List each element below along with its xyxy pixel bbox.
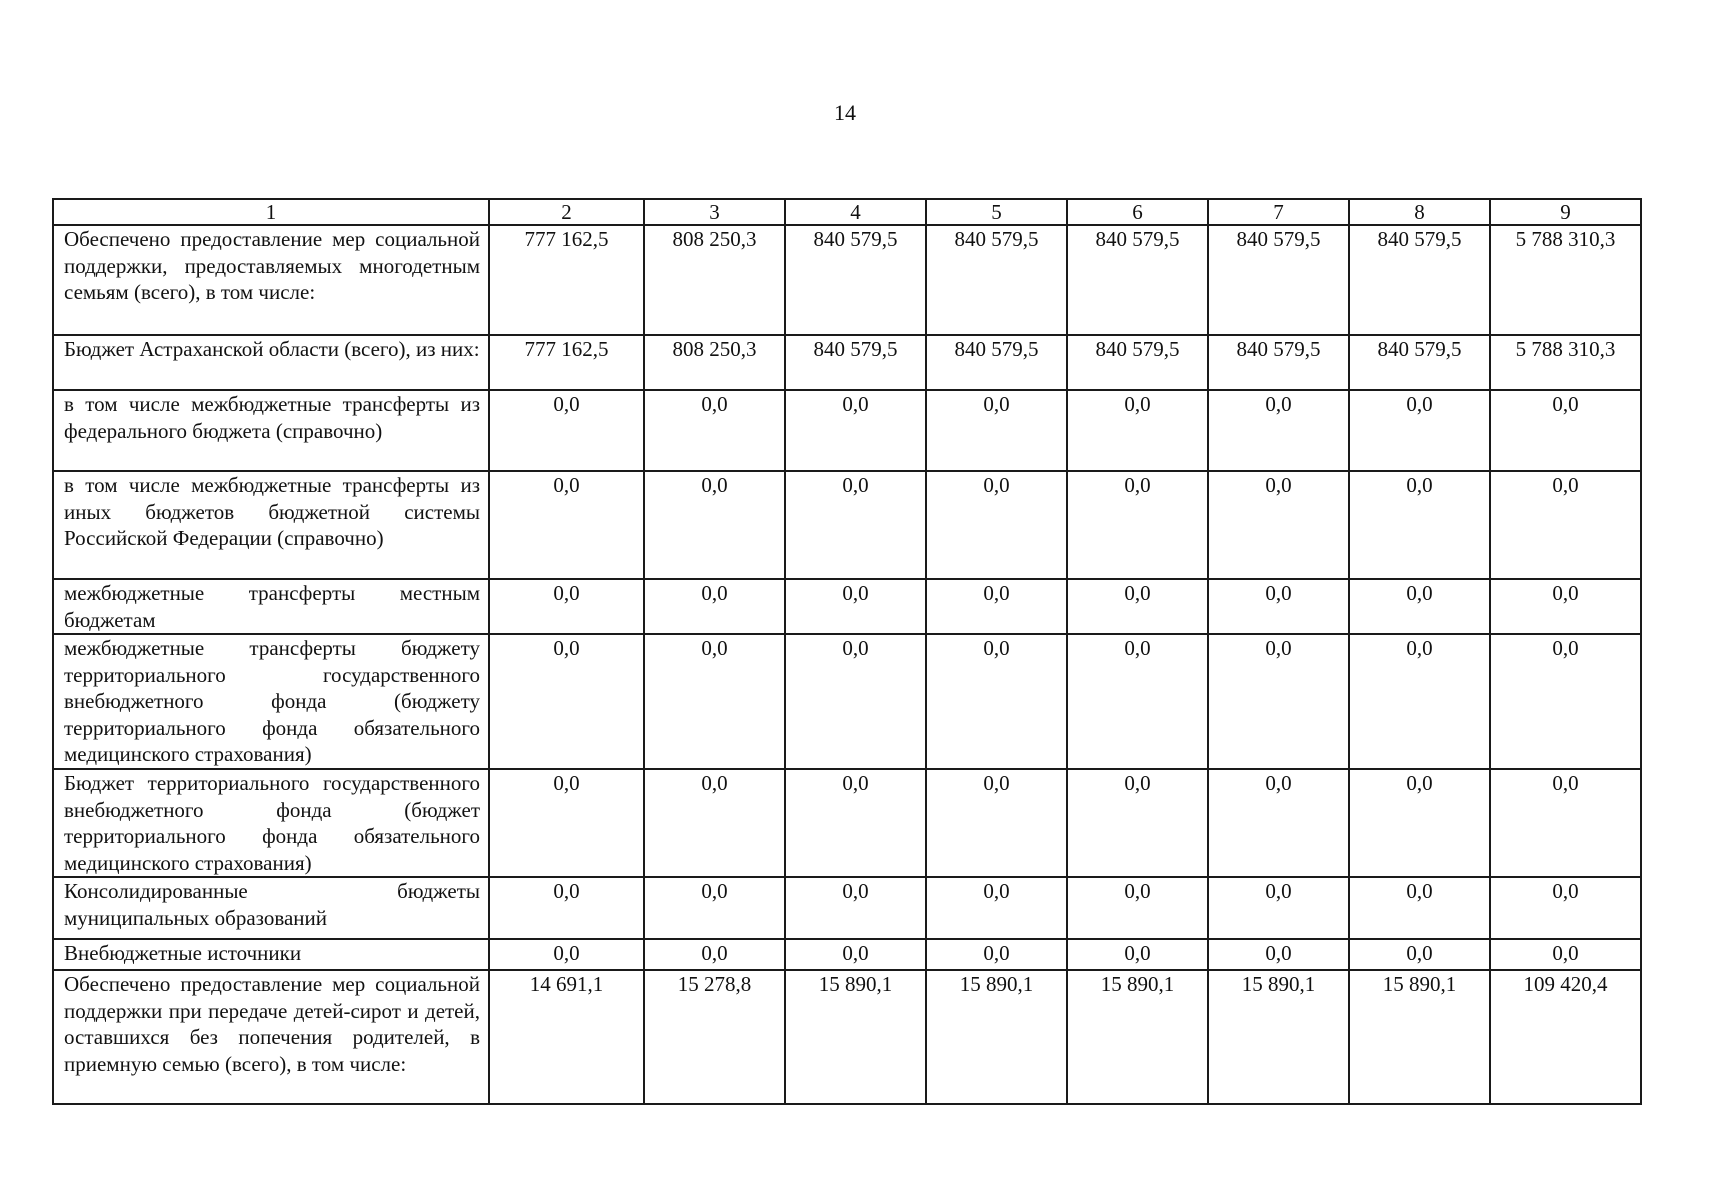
table-cell: 0,0: [1349, 390, 1490, 471]
table-cell: 15 890,1: [926, 970, 1067, 1104]
table-row: [53, 225, 1641, 335]
table-cell: 0,0: [785, 877, 926, 939]
table-cell: 15 278,8: [644, 970, 785, 1104]
table-cell: 0,0: [1490, 390, 1641, 471]
table-cell: 840 579,5: [1349, 225, 1490, 335]
table-cell: 0,0: [489, 634, 644, 769]
table-cell: 0,0: [1490, 877, 1641, 939]
table-cell: 808 250,3: [644, 335, 785, 390]
table-cell: 0,0: [1067, 579, 1208, 634]
table-cell: 0,0: [785, 579, 926, 634]
column-number: 4: [785, 199, 926, 225]
column-number: 6: [1067, 199, 1208, 225]
table-cell: 808 250,3: [644, 225, 785, 335]
table-cell: 840 579,5: [785, 335, 926, 390]
table-row: [53, 877, 1641, 939]
column-number: 2: [489, 199, 644, 225]
table-cell: 840 579,5: [785, 225, 926, 335]
table-cell: 777 162,5: [489, 335, 644, 390]
table-cell: 0,0: [785, 939, 926, 970]
column-number: 3: [644, 199, 785, 225]
table-cell: 0,0: [1067, 634, 1208, 769]
table-cell: 0,0: [1349, 634, 1490, 769]
table-cell: 0,0: [644, 877, 785, 939]
table-cell: 0,0: [1208, 634, 1349, 769]
table-row: [53, 579, 1641, 634]
column-number: 5: [926, 199, 1067, 225]
table-cell: 0,0: [1349, 769, 1490, 877]
table-cell: 777 162,5: [489, 225, 644, 335]
row-label: межбюджетные трансферты бюджету территориального государственного внебюджетного фонда (бюджету территориального фонда обязательного медицинского страхования): [53, 634, 489, 769]
table-row: [53, 634, 1641, 769]
column-number-row: [53, 199, 1641, 225]
table-cell: 15 890,1: [1208, 970, 1349, 1104]
table-cell: 0,0: [644, 390, 785, 471]
table-cell: 109 420,4: [1490, 970, 1641, 1104]
column-number: 7: [1208, 199, 1349, 225]
page-number: 14: [834, 100, 856, 125]
table-cell: 0,0: [926, 877, 1067, 939]
table-cell: 0,0: [489, 471, 644, 579]
table-cell: 0,0: [1349, 471, 1490, 579]
row-label: межбюджетные трансферты местным бюджетам: [53, 579, 489, 634]
table-cell: 5 788 310,3: [1490, 225, 1641, 335]
table-cell: 0,0: [785, 471, 926, 579]
table-cell: 0,0: [926, 634, 1067, 769]
table-cell: 840 579,5: [1067, 225, 1208, 335]
table-cell: 0,0: [1208, 877, 1349, 939]
table-cell: 0,0: [785, 634, 926, 769]
table-cell: 840 579,5: [1067, 335, 1208, 390]
table-cell: 0,0: [489, 939, 644, 970]
table-cell: 0,0: [1067, 390, 1208, 471]
table-cell: 15 890,1: [1067, 970, 1208, 1104]
table-cell: 0,0: [489, 579, 644, 634]
table-cell: 0,0: [1208, 579, 1349, 634]
row-label: Внебюджетные источники: [53, 939, 489, 970]
table-cell: 840 579,5: [1208, 225, 1349, 335]
table-cell: 0,0: [644, 471, 785, 579]
column-number: 8: [1349, 199, 1490, 225]
table-cell: 0,0: [1490, 634, 1641, 769]
table-cell: 0,0: [926, 471, 1067, 579]
table-cell: 14 691,1: [489, 970, 644, 1104]
table-cell: 0,0: [1208, 939, 1349, 970]
table-cell: 0,0: [926, 939, 1067, 970]
column-number: 9: [1490, 199, 1641, 225]
table-cell: 0,0: [1349, 579, 1490, 634]
table-cell: 0,0: [644, 939, 785, 970]
table-cell: 0,0: [644, 769, 785, 877]
table-cell: 840 579,5: [1349, 335, 1490, 390]
row-label: Консолидированные бюджеты муниципальных образований: [53, 877, 489, 939]
table-row: [53, 335, 1641, 390]
table-cell: 0,0: [1208, 769, 1349, 877]
table-row: [53, 769, 1641, 877]
table-cell: 0,0: [1067, 471, 1208, 579]
table-cell: 15 890,1: [785, 970, 926, 1104]
row-label: в том числе межбюджетные трансферты из иных бюджетов бюджетной системы Российской Федерации (справочно): [53, 471, 489, 579]
table-cell: 0,0: [1490, 769, 1641, 877]
row-label: Обеспечено предоставление мер социальной поддержки при передаче детей-сирот и детей, оставшихся без попечения родителей, в приемную семью (всего), в том числе:: [53, 970, 489, 1104]
table-cell: 0,0: [926, 390, 1067, 471]
table-cell: 0,0: [489, 390, 644, 471]
table-cell: 840 579,5: [926, 335, 1067, 390]
row-label: Бюджет территориального государственного внебюджетного фонда (бюджет территориального фонда обязательного медицинского страхования): [53, 769, 489, 877]
budget-table: [52, 198, 1642, 1105]
table-cell: 0,0: [1067, 877, 1208, 939]
row-label: Обеспечено предоставление мер социальной поддержки, предоставляемых многодетным семьям (всего), в том числе:: [53, 225, 489, 335]
table-cell: 0,0: [1208, 471, 1349, 579]
table-row: [53, 471, 1641, 579]
table-row: [53, 939, 1641, 970]
table-row: [53, 390, 1641, 471]
table-cell: 0,0: [644, 634, 785, 769]
table-cell: 0,0: [1490, 579, 1641, 634]
row-label: Бюджет Астраханской области (всего), из них:: [53, 335, 489, 390]
table-cell: 15 890,1: [1349, 970, 1490, 1104]
table-cell: 0,0: [489, 877, 644, 939]
table-cell: 0,0: [926, 769, 1067, 877]
row-label: в том числе межбюджетные трансферты из федерального бюджета (справочно): [53, 390, 489, 471]
table-cell: 0,0: [1067, 939, 1208, 970]
table-cell: 0,0: [1349, 877, 1490, 939]
table-cell: 0,0: [1490, 939, 1641, 970]
table-cell: 0,0: [1067, 769, 1208, 877]
table-row: [53, 970, 1641, 1104]
table-cell: 0,0: [926, 579, 1067, 634]
table-cell: 0,0: [489, 769, 644, 877]
column-number: 1: [53, 199, 489, 225]
table-cell: 0,0: [785, 390, 926, 471]
table-cell: 0,0: [1490, 471, 1641, 579]
table-cell: 840 579,5: [1208, 335, 1349, 390]
table-cell: 840 579,5: [926, 225, 1067, 335]
table-cell: 0,0: [785, 769, 926, 877]
table-cell: 0,0: [644, 579, 785, 634]
table-cell: 0,0: [1208, 390, 1349, 471]
table-cell: 5 788 310,3: [1490, 335, 1641, 390]
table-cell: 0,0: [1349, 939, 1490, 970]
